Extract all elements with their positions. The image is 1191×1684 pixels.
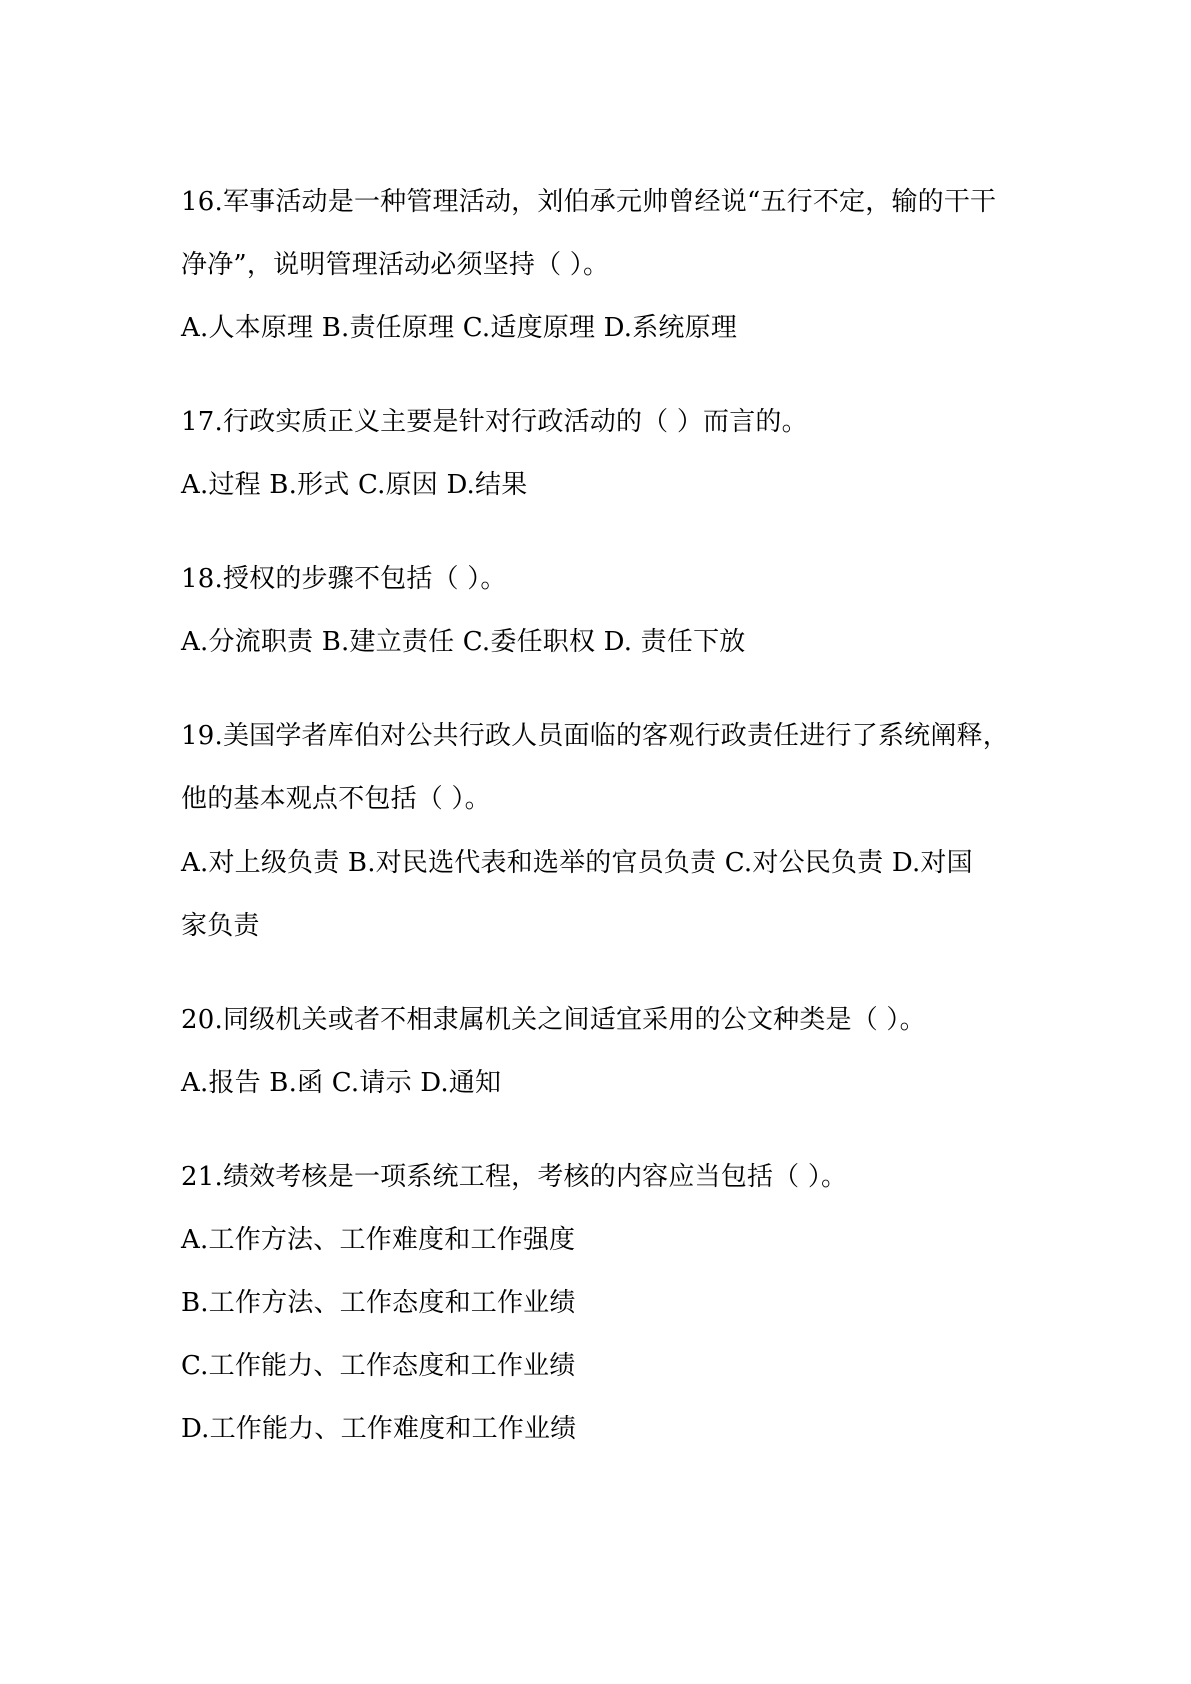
question-16-options: A.人本原理 B.责任原理 C.适度原理 D.系统原理 bbox=[181, 313, 738, 343]
question-21-option-c: C.工作能力、工作态度和工作业绩 bbox=[181, 1351, 576, 1381]
question-20-line-1: 20.同级机关或者不相隶属机关之间适宜采用的公文种类是（ ）。 bbox=[181, 1005, 926, 1035]
question-17-line-1: 17.行政实质正义主要是针对行政活动的（ ）而言的。 bbox=[181, 407, 808, 437]
question-16-line-2: 净净”，说明管理活动必须坚持（ ）。 bbox=[181, 250, 610, 280]
question-21-option-b: B.工作方法、工作态度和工作业绩 bbox=[181, 1288, 576, 1318]
question-21-option-a: A.工作方法、工作难度和工作强度 bbox=[181, 1225, 576, 1255]
question-18-options: A.分流职责 B.建立责任 C.委任职权 D. 责任下放 bbox=[181, 627, 746, 657]
question-20-options: A.报告 B.函 C.请示 D.通知 bbox=[181, 1068, 502, 1098]
question-21-line-1: 21.绩效考核是一项系统工程，考核的内容应当包括（ ）。 bbox=[181, 1162, 848, 1192]
question-18-line-1: 18.授权的步骤不包括（ ）。 bbox=[181, 564, 507, 594]
question-19-line-2: 他的基本观点不包括（ ）。 bbox=[181, 784, 491, 814]
question-17-options: A.过程 B.形式 C.原因 D.结果 bbox=[181, 470, 528, 500]
question-16-line-1: 16.军事活动是一种管理活动，刘伯承元帅曾经说“五行不定，输的干干 bbox=[181, 187, 997, 217]
question-19-options-line-2: 家负责 bbox=[181, 911, 260, 941]
question-19-line-1: 19.美国学者库伯对公共行政人员面临的客观行政责任进行了系统阐释， bbox=[181, 721, 1009, 751]
question-19-options-line-1: A.对上级负责 B.对民选代表和选举的官员负责 C.对公民负责 D.对国 bbox=[181, 848, 973, 878]
question-21-option-d: D.工作能力、工作难度和工作业绩 bbox=[181, 1414, 577, 1444]
